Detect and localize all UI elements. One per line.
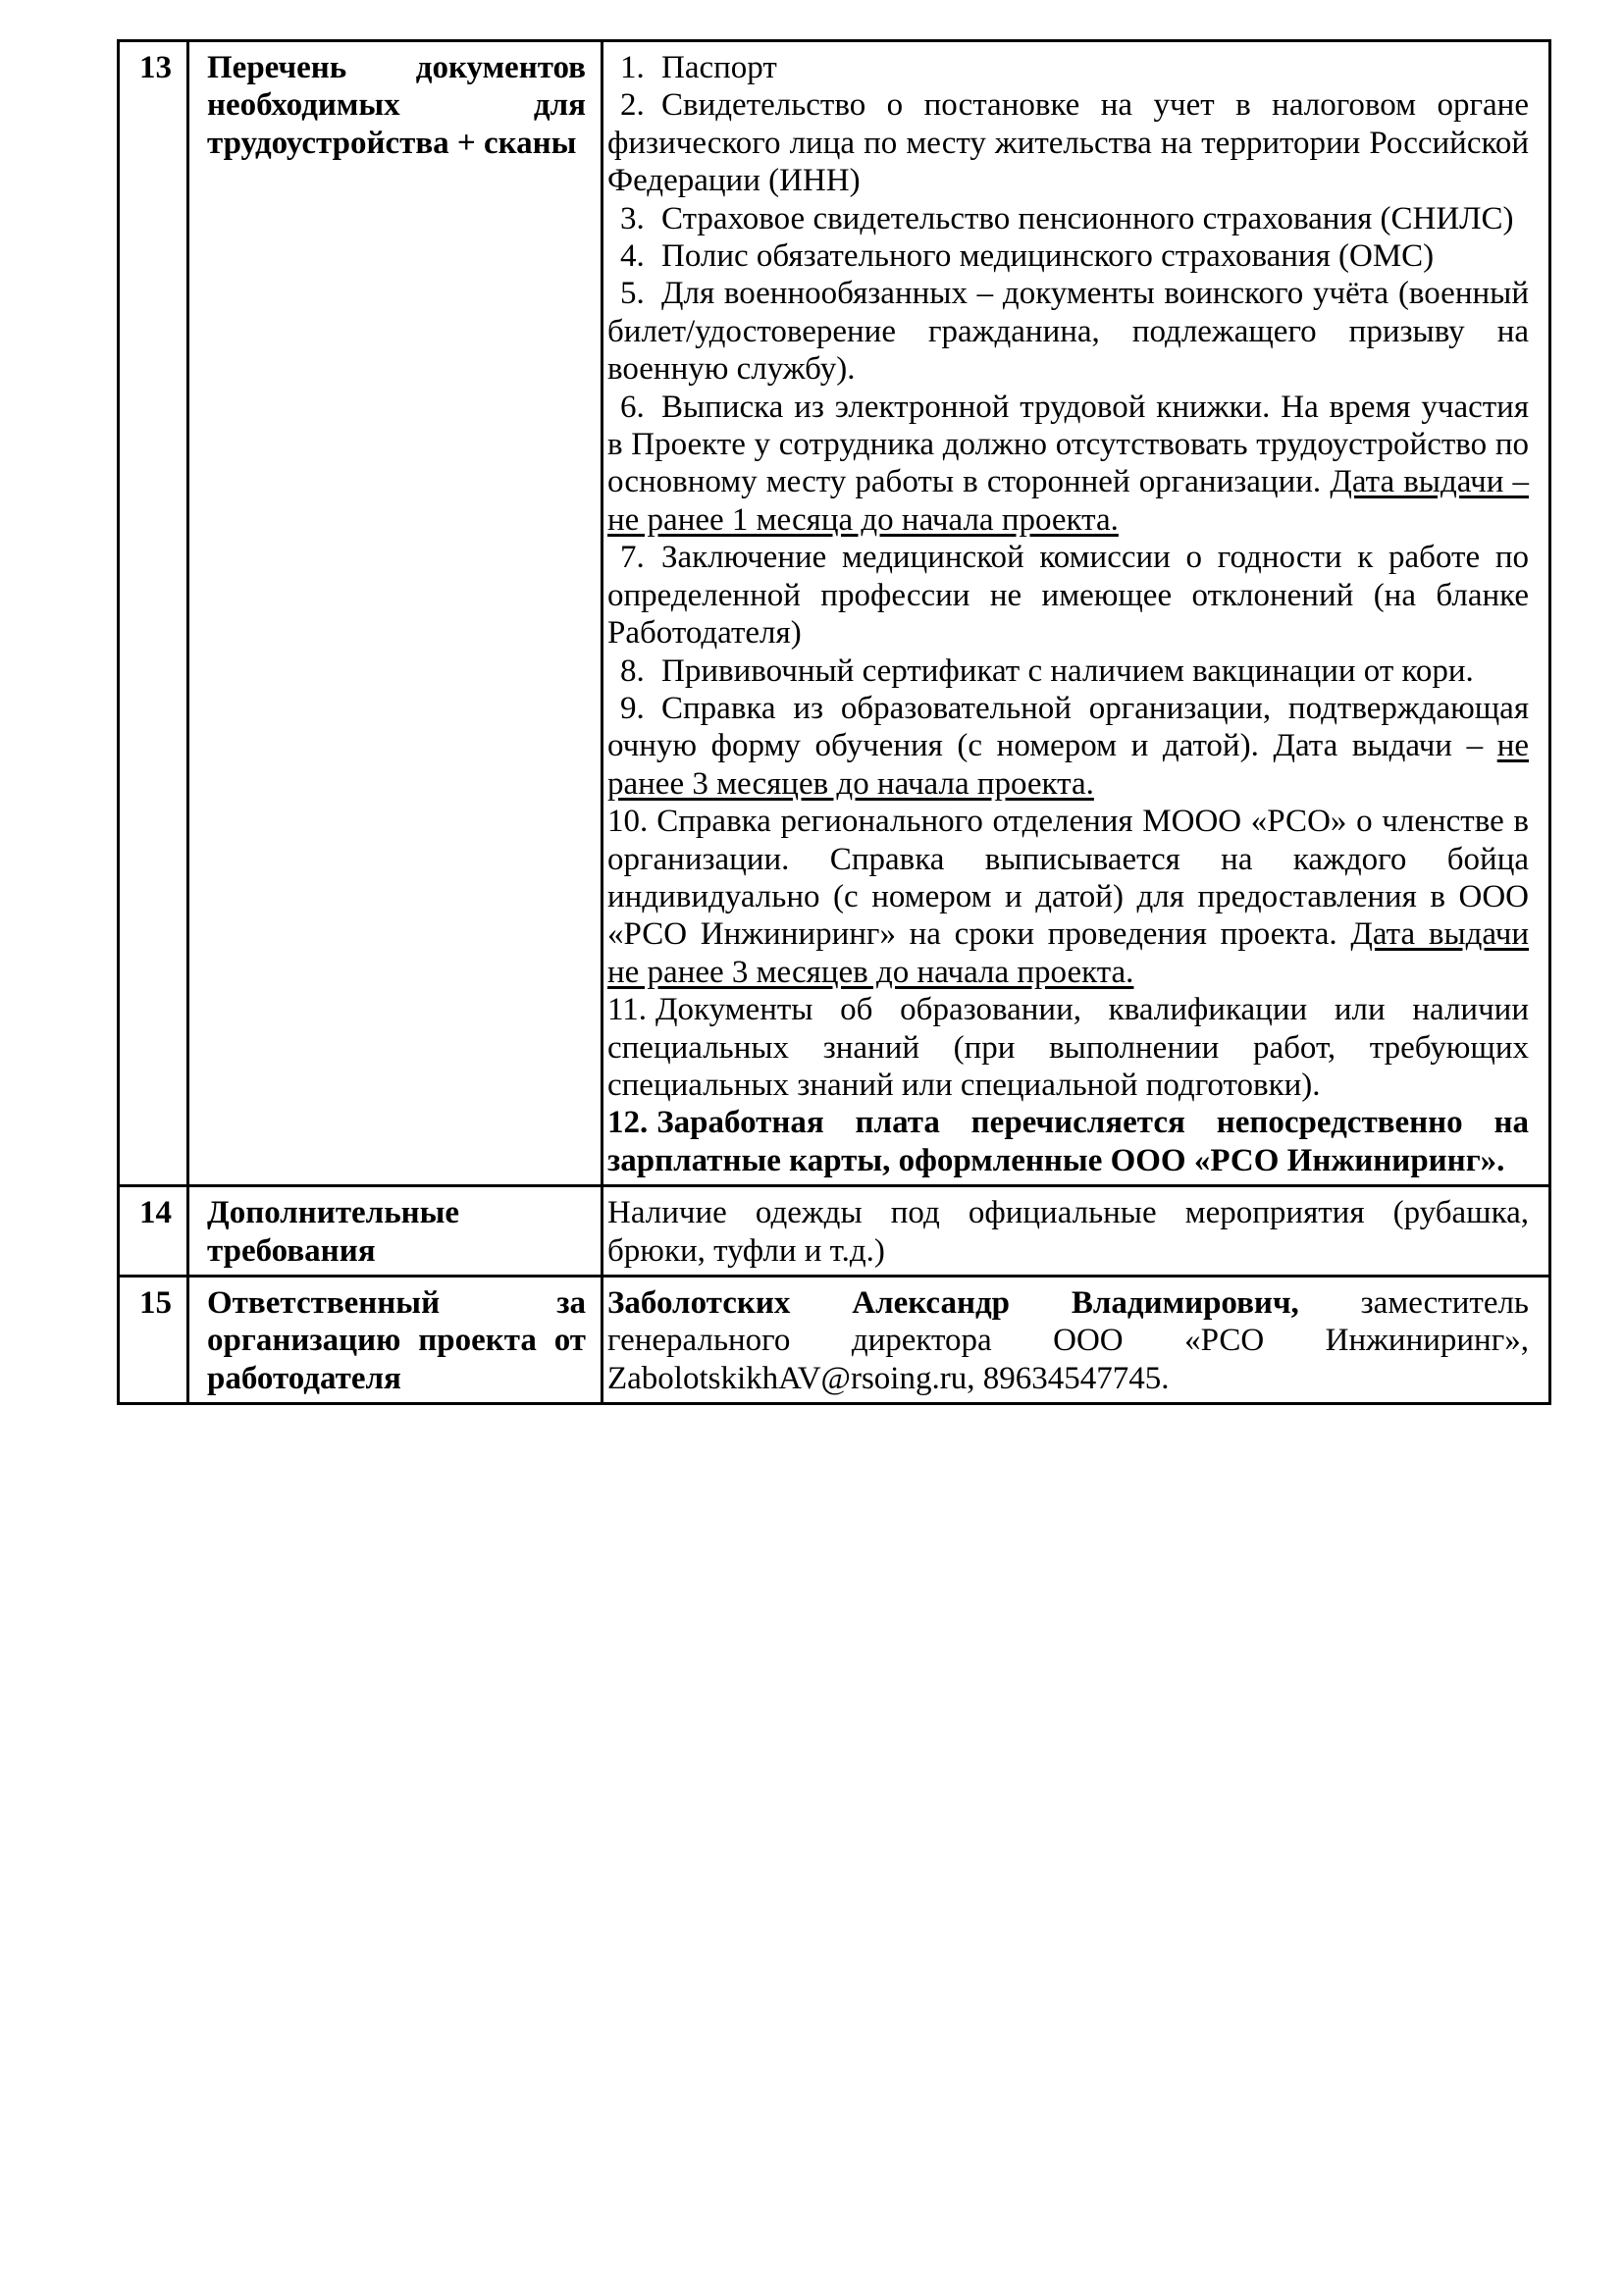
list-item-text: Заключение медицинской комиссии о годности к работе по определенной профессии не имеющее отклонений (на бланке Работодателя) [607,540,1529,652]
row-15-label: Ответственный за организацию проекта от работодателя [188,1277,602,1404]
row-14-number: 14 [119,1186,188,1277]
list-item-underlined-text: Дата выдачи не ранее 3 месяцев до начала проекта. [607,916,1529,990]
list-item-number: 9. [620,690,645,726]
list-item-7 [607,539,1529,652]
list-item-number: 10. [607,804,649,840]
list-item-3 [607,200,1529,237]
row-15-content [602,1277,1550,1404]
list-item-text: Паспорт [661,50,777,85]
list-item-number: 7. [620,540,645,576]
table-row-15 [119,1277,1550,1404]
list-item-number: 5. [620,276,645,312]
row-14-content [602,1186,1550,1277]
list-item-text: Для военнообязанных – документы воинского учёта (военный билет/удостоверение гражданина, подлежащего призыву на военную службу). [607,276,1529,388]
list-item-number: 6. [620,389,645,425]
list-item-text: Полис обязательного медицинского страхования (ОМС) [661,238,1435,275]
requirements-table [117,39,1551,1405]
list-item-9 [607,690,1529,803]
list-item-text: Документы об образовании, квалификации или наличии специальных знаний (при выполнении работ, требующих специальных знаний или специальной подготовки). [607,992,1529,1103]
row-13-number: 13 [119,41,188,1186]
list-item-text: Выписка из электронной трудовой книжки. На время участия в Проекте у сотрудника должно отсутствовать трудоустройство по основному месту работы в сторонней организации. [607,389,1529,500]
responsible-person-details: заместитель генерального директора ООО «РСО Инжиниринг», ZabolotskikhAV@rsoing.ru, 89634547745. [607,1285,1529,1396]
list-item-10 [607,803,1529,991]
table-row-13 [119,41,1550,1186]
list-item-text: Свидетельство о постановке на учет в налоговом органе физического лица по месту жительства на территории Российской Федерации (ИНН) [607,87,1529,199]
list-item-text: Страховое свидетельство пенсионного страхования (СНИЛС) [661,200,1514,236]
list-item-8 [607,652,1529,690]
list-item-text: Заработная плата перечисляется непосредственно на зарплатные карты, оформленные ООО «РСО Инжиниринг». [607,1105,1529,1178]
row-15-text [607,1284,1529,1397]
list-item-number: 12. [607,1105,649,1141]
list-item-text: Прививочный сертификат с наличием вакцинации от кори. [661,652,1474,689]
table-row-14 [119,1186,1550,1277]
row-14-text: Наличие одежды под официальные мероприятия (рубашка, брюки, туфли и т.д.) [607,1195,1529,1269]
row-14-label: Дополнительные требования [188,1186,602,1277]
list-item-4 [607,237,1529,275]
responsible-person-name: Заболотских Александр Владимирович, [607,1285,1299,1321]
list-item-2 [607,86,1529,199]
list-item-underlined-text: не ранее 3 месяцев до начала проекта. [607,728,1529,802]
list-item-number: 1. [620,50,645,85]
list-item-number: 8. [620,652,645,689]
list-item-6 [607,389,1529,540]
list-item-number: 4. [620,238,645,275]
list-item-text: Справка из образовательной организации, подтверждающая очную форму обучения (с номером и датой). Дата выдачи – [607,690,1529,764]
list-item-12 [607,1104,1529,1179]
list-item-number: 3. [620,200,645,236]
list-item-text: Справка регионального отделения МООО «РСО» о членстве в организации. Справка выписывается на каждого бойца индивидуально (с номером и датой) для предоставления в ООО «РСО Инжиниринг» на сроки проведения проекта. [607,804,1529,953]
list-item-11 [607,991,1529,1104]
list-item-number: 11. [607,992,648,1028]
row-13-label: Перечень документов необходимых для трудоустройства + сканы [188,41,602,1186]
row-13-content [602,41,1550,1186]
list-item-underlined-text: Дата выдачи – не ранее 1 месяца до начала проекта. [607,464,1529,538]
list-item-5 [607,275,1529,388]
row-15-number: 15 [119,1277,188,1404]
list-item-1 [607,49,1529,86]
list-item-number: 2. [620,87,645,124]
